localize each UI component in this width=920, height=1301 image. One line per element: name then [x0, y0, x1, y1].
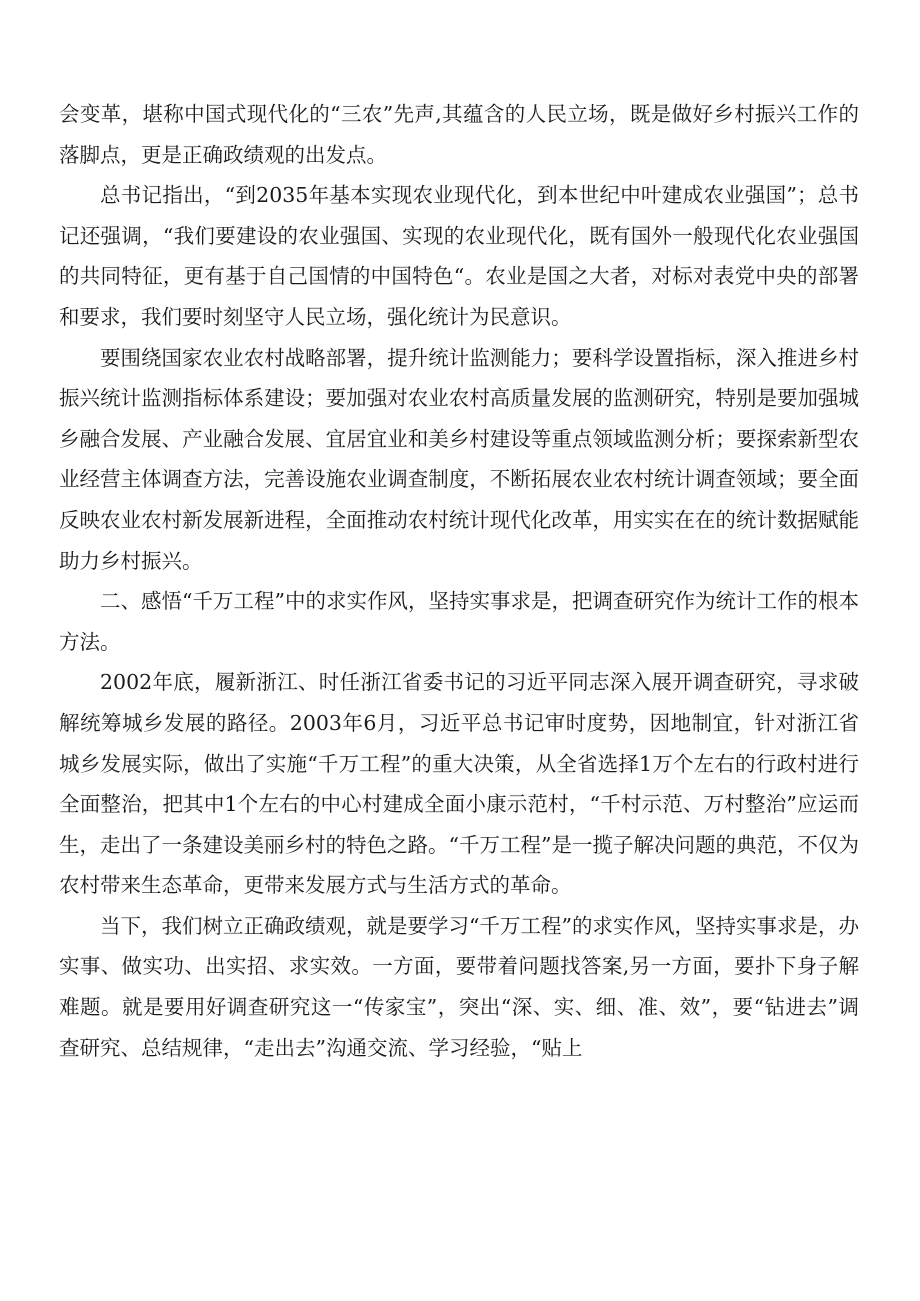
paragraph-3: 要围绕国家农业农村战略部署，提升统计监测能力；要科学设置指标，深入推进乡村振兴统计监测指标体系建设；要加强对农业农村高质量发展的监测研究，特别是要加强城乡融合发展、产业融合发展、宜居宜业和美乡村建设等重点领域监测分析；要探索新型农业经营主体调查方法，完善设施农业调查制度，不断拓展农业农村统计调查领域；要全面反映农业农村新发展新进程，全面推动农村统计现代化改革，用实实在在的统计数据赋能助力乡村振兴。 — [59, 345, 859, 573]
paragraph-5: 当下，我们树立正确政绩观，就是要学习“千万工程”的求实作风，坚持实事求是，办实事、做实功、出实招、求实效。一方面，要带着问题找答案,另一方面，要扑下身子解难题。就是要用好调查研究这一“传家宝”，突出“深、实、细、准、效”，要“钻进去”调查研究、总结规律，“走出去”沟通交流、学习经验，“贴上 — [59, 913, 859, 1060]
section-heading-2: 二、感悟“千万工程”中的求实作风，坚持实事求是，把调查研究作为统计工作的根本方法。 — [59, 589, 859, 654]
document-body — [59, 94, 859, 1068]
paragraph-2: 总书记指出，“到2035年基本实现农业现代化，到本世纪中叶建成农业强国”；总书记还强调，“我们要建设的农业强国、实现的农业现代化，既有国外一般现代化农业强国的共同特征，更有基于自己国情的中国特色“。农业是国之大者，对标对表党中央的部署和要求，我们要时刻坚守人民立场，强化统计为民意识。 — [59, 183, 859, 329]
paragraph-1: 会变革，堪称中国式现代化的“三农”先声,其蕴含的人民立场，既是做好乡村振兴工作的落脚点，更是正确政绩观的出发点。 — [59, 102, 859, 167]
paragraph-4: 2002年底，履新浙江、时任浙江省委书记的习近平同志深入展开调查研究，寻求破解统筹城乡发展的路径。2003年6月，习近平总书记审时度势，因地制宜，针对浙江省城乡发展实际，做出了实施“千万工程”的重大决策，从全省选择1万个左右的行政村进行全面整治，把其中1个左右的中心村建成全面小康示范村，“千村示范、万村整治”应运而生，走出了一条建设美丽乡村的特色之路。“千万工程”是一揽子解决问题的典范，不仅为农村带来生态革命，更带来发展方式与生活方式的革命。 — [59, 670, 859, 898]
